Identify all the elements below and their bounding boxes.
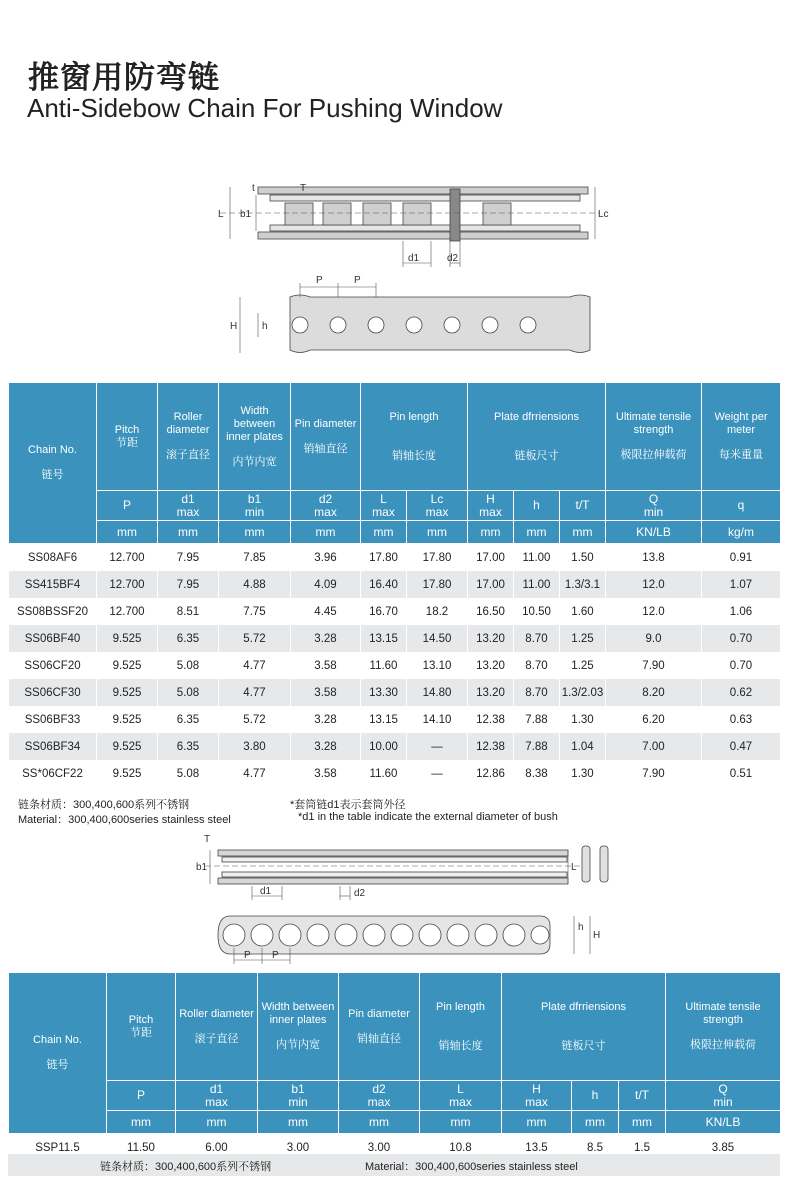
- value-cell: 1.3/2.03: [560, 679, 606, 706]
- value-cell: 6.00: [176, 1134, 258, 1162]
- table-row: [9, 571, 781, 598]
- value-cell: —: [407, 760, 468, 787]
- chain-no-cell: SS06CF30: [9, 679, 97, 706]
- value-cell: 0.70: [702, 625, 781, 652]
- dim-label-H: H: [230, 321, 238, 332]
- value-cell: 7.95: [158, 544, 219, 572]
- t2-unit-cell: mm: [339, 1111, 420, 1134]
- value-cell: 1.25: [560, 625, 606, 652]
- value-cell: 8.70: [514, 652, 560, 679]
- page-title-cn: 推窗用防弯链: [28, 60, 220, 96]
- side-pin-1: [292, 317, 308, 333]
- t2-col-header-pin-length: Pin length 销轴长度: [420, 973, 502, 1081]
- t2-symbol-row: [9, 1081, 781, 1111]
- value-cell: 17.00: [468, 571, 514, 598]
- value-cell: 13.8: [606, 544, 702, 572]
- top-plate-outer-upper: [258, 187, 588, 194]
- symbol-cell: d2 max: [291, 491, 361, 521]
- unit-cell: mm: [407, 521, 468, 544]
- chain-diagram-top: [200, 175, 620, 375]
- note-d1-en: *d1 in the table indicate the external diameter of bush: [298, 811, 558, 823]
- value-cell: 3.28: [291, 706, 361, 733]
- side2-roller-6: [363, 924, 385, 946]
- value-cell: 1.07: [702, 571, 781, 598]
- value-cell: 4.77: [219, 652, 291, 679]
- chain-diagram-bottom: [190, 830, 620, 970]
- symbol-cell: H max: [468, 491, 514, 521]
- value-cell: 1.60: [560, 598, 606, 625]
- table-row: [9, 652, 781, 679]
- col-header-plate: Plate dfrriensions 链板尺寸: [468, 383, 606, 491]
- value-cell: 10.00: [361, 733, 407, 760]
- symbol-cell: Lc max: [407, 491, 468, 521]
- value-cell: 5.72: [219, 625, 291, 652]
- value-cell: 10.8: [420, 1134, 502, 1162]
- t2-symbol-cell: H max: [502, 1081, 572, 1111]
- t2-col-header-pitch: Pitch 节距: [107, 973, 176, 1081]
- value-cell: 1.04: [560, 733, 606, 760]
- spec-table-2: [8, 972, 781, 1161]
- t2-col-header-width: Width between inner plates 内节内宽: [258, 973, 339, 1081]
- chain-no-cell: SS415BF4: [9, 571, 97, 598]
- t2-symbol-cell: b1 min: [258, 1081, 339, 1111]
- value-cell: 14.50: [407, 625, 468, 652]
- t2-symbol-cell: d2 max: [339, 1081, 420, 1111]
- side2-roller-11: [503, 924, 525, 946]
- value-cell: 0.47: [702, 733, 781, 760]
- chain-no-cell: SS06BF33: [9, 706, 97, 733]
- value-cell: 8.51: [158, 598, 219, 625]
- unit-cell: mm: [514, 521, 560, 544]
- table-row: [9, 598, 781, 625]
- roller-1: [285, 203, 313, 225]
- value-cell: 9.525: [97, 706, 158, 733]
- chain-diagram-bottom-svg: [190, 830, 620, 970]
- value-cell: 17.00: [468, 544, 514, 572]
- end-view-right: [600, 846, 608, 882]
- chain-no-cell: SS06BF40: [9, 625, 97, 652]
- table-row: [9, 544, 781, 572]
- t2-symbol-cell: h: [572, 1081, 619, 1111]
- value-cell: 13.15: [361, 625, 407, 652]
- dim-label-Lc: Lc: [598, 209, 609, 220]
- value-cell: 12.0: [606, 571, 702, 598]
- symbol-cell: b1 min: [219, 491, 291, 521]
- t2-col-header-plate: Plate dfrriensions 链板尺寸: [502, 973, 666, 1081]
- value-cell: 4.45: [291, 598, 361, 625]
- value-cell: 1.30: [560, 706, 606, 733]
- value-cell: 9.525: [97, 760, 158, 787]
- dim2-label-P1: P: [244, 950, 251, 961]
- value-cell: 9.525: [97, 652, 158, 679]
- value-cell: 1.06: [702, 598, 781, 625]
- end-view-left: [582, 846, 590, 882]
- value-cell: 11.00: [514, 544, 560, 572]
- dim2-label-d1: d1: [260, 886, 272, 897]
- symbol-row: [9, 491, 781, 521]
- value-cell: 7.85: [219, 544, 291, 572]
- side2-roller-4: [307, 924, 329, 946]
- value-cell: 12.86: [468, 760, 514, 787]
- note-material-en: Material：300,400,600series stainless steel: [18, 814, 231, 826]
- symbol-cell: L max: [361, 491, 407, 521]
- value-cell: 12.700: [97, 571, 158, 598]
- side2-roller-3: [279, 924, 301, 946]
- value-cell: 13.20: [468, 652, 514, 679]
- value-cell: 17.80: [407, 571, 468, 598]
- value-cell: 8.70: [514, 679, 560, 706]
- symbol-cell: q: [702, 491, 781, 521]
- side-pin-7: [520, 317, 536, 333]
- col-header-weight: Weight per meter 每米重量: [702, 383, 781, 491]
- dim-label-h: h: [262, 321, 268, 332]
- value-cell: 17.80: [407, 544, 468, 572]
- value-cell: 12.38: [468, 706, 514, 733]
- value-cell: 14.10: [407, 706, 468, 733]
- dim2-label-H: H: [593, 930, 601, 941]
- dim2-label-b1: b1: [196, 862, 208, 873]
- side2-roller-7: [391, 924, 413, 946]
- dim-label-P1: P: [316, 275, 323, 286]
- dim-label-T: T: [300, 183, 307, 194]
- value-cell: 16.70: [361, 598, 407, 625]
- value-cell: 3.58: [291, 760, 361, 787]
- chain-no-cell: SS08AF6: [9, 544, 97, 572]
- roller-4: [403, 203, 431, 225]
- roller-5: [483, 203, 511, 225]
- chain-no-cell: SS*06CF22: [9, 760, 97, 787]
- t2-symbol-cell: d1 max: [176, 1081, 258, 1111]
- value-cell: 5.08: [158, 679, 219, 706]
- value-cell: 0.51: [702, 760, 781, 787]
- side2-roller-1: [223, 924, 245, 946]
- t2-symbol-cell: Q min: [666, 1081, 781, 1111]
- t2-unit-cell: mm: [502, 1111, 572, 1134]
- dim-label-P2: P: [354, 275, 361, 286]
- value-cell: —: [407, 733, 468, 760]
- value-cell: 5.08: [158, 652, 219, 679]
- dim2-label-T: T: [204, 834, 211, 845]
- value-cell: 1.5: [619, 1134, 666, 1162]
- note-d1-cn: *套筒链d1表示套筒外径: [290, 799, 406, 811]
- value-cell: 0.91: [702, 544, 781, 572]
- side2-roller-2: [251, 924, 273, 946]
- chain-no-cell: SSP11.5: [9, 1134, 107, 1162]
- t2-unit-row: [9, 1111, 781, 1134]
- unit-cell: mm: [158, 521, 219, 544]
- value-cell: 3.58: [291, 652, 361, 679]
- symbol-cell: Q min: [606, 491, 702, 521]
- value-cell: 6.35: [158, 733, 219, 760]
- value-cell: 7.88: [514, 733, 560, 760]
- value-cell: 7.95: [158, 571, 219, 598]
- spec-table-1: [8, 382, 781, 787]
- symbol-cell: t/T: [560, 491, 606, 521]
- col-header-pin-length: Pin length 销轴长度: [361, 383, 468, 491]
- unit-cell: mm: [97, 521, 158, 544]
- value-cell: 13.5: [502, 1134, 572, 1162]
- value-cell: 3.28: [291, 625, 361, 652]
- value-cell: 1.25: [560, 652, 606, 679]
- table-row: [9, 733, 781, 760]
- note-material-cn: 链条材质：300,400,600系列不锈钢: [18, 799, 190, 811]
- t2-unit-cell: mm: [107, 1111, 176, 1134]
- t2-unit-cell: mm: [258, 1111, 339, 1134]
- unit-cell: mm: [361, 521, 407, 544]
- roller-2: [323, 203, 351, 225]
- value-cell: 1.30: [560, 760, 606, 787]
- unit-cell: kg/m: [702, 521, 781, 544]
- unit-cell: mm: [560, 521, 606, 544]
- col-header-roller: Roller diameter 滚子直径: [158, 383, 219, 491]
- value-cell: 0.62: [702, 679, 781, 706]
- t2-symbol-cell: L max: [420, 1081, 502, 1111]
- value-cell: 11.60: [361, 760, 407, 787]
- t2-symbol-cell: P: [107, 1081, 176, 1111]
- value-cell: 13.15: [361, 706, 407, 733]
- chain-diagram-top-svg: [200, 175, 620, 375]
- dim2-label-L: L: [571, 862, 577, 873]
- value-cell: 13.30: [361, 679, 407, 706]
- chain-no-cell: SS06CF20: [9, 652, 97, 679]
- unit-cell: mm: [468, 521, 514, 544]
- value-cell: 17.80: [361, 544, 407, 572]
- footer-material-cn: 链条材质：300,400,600系列不锈钢: [100, 1161, 272, 1173]
- value-cell: 13.10: [407, 652, 468, 679]
- spec-table-1-body: [9, 544, 781, 788]
- t2-col-header-pin: Pin diameter 销轴直径: [339, 973, 420, 1081]
- top-plate-outer-lower: [258, 232, 588, 239]
- unit-row: [9, 521, 781, 544]
- side2-roller-12: [531, 926, 549, 944]
- col-header-uts: Ultimate tensile strength 极限拉伸载荷: [606, 383, 702, 491]
- dim2-label-P2: P: [272, 950, 279, 961]
- footer-material-en: Material：300,400,600series stainless steel: [365, 1161, 578, 1173]
- value-cell: 6.35: [158, 706, 219, 733]
- value-cell: 0.70: [702, 652, 781, 679]
- value-cell: 7.90: [606, 652, 702, 679]
- symbol-cell: P: [97, 491, 158, 521]
- value-cell: 3.00: [339, 1134, 420, 1162]
- col-header-pitch: Pitch 节距: [97, 383, 158, 491]
- col-header-pin: Pin diameter 销轴直径: [291, 383, 361, 491]
- side2-roller-8: [419, 924, 441, 946]
- value-cell: 3.96: [291, 544, 361, 572]
- table-row: [9, 625, 781, 652]
- value-cell: 3.28: [291, 733, 361, 760]
- value-cell: 13.20: [468, 625, 514, 652]
- value-cell: 9.525: [97, 625, 158, 652]
- roller-3: [363, 203, 391, 225]
- page-title-en: Anti-Sidebow Chain For Pushing Window: [27, 93, 503, 123]
- value-cell: 5.08: [158, 760, 219, 787]
- value-cell: 4.77: [219, 679, 291, 706]
- value-cell: 12.700: [97, 598, 158, 625]
- dim-label-d1: d1: [408, 253, 420, 264]
- pin-section: [450, 189, 460, 241]
- value-cell: 1.50: [560, 544, 606, 572]
- value-cell: 16.50: [468, 598, 514, 625]
- chain-no-cell: SS06BF34: [9, 733, 97, 760]
- value-cell: 1.3/3.1: [560, 571, 606, 598]
- t2-unit-cell: mm: [572, 1111, 619, 1134]
- dim-label-b1: b1: [240, 209, 252, 220]
- t2-col-header-roller: Roller diameter 滚子直径: [176, 973, 258, 1081]
- dim2-label-d2: d2: [354, 888, 366, 899]
- value-cell: 7.88: [514, 706, 560, 733]
- symbol-cell: h: [514, 491, 560, 521]
- col-header-chain-no: Chain No. 链号: [9, 383, 97, 544]
- value-cell: 3.58: [291, 679, 361, 706]
- value-cell: 9.525: [97, 679, 158, 706]
- value-cell: 7.00: [606, 733, 702, 760]
- value-cell: 8.38: [514, 760, 560, 787]
- side-pin-5: [444, 317, 460, 333]
- side-pin-6: [482, 317, 498, 333]
- value-cell: 14.80: [407, 679, 468, 706]
- side2-roller-10: [475, 924, 497, 946]
- value-cell: 11.50: [107, 1134, 176, 1162]
- value-cell: 10.50: [514, 598, 560, 625]
- table-row: [9, 706, 781, 733]
- table-row: [9, 679, 781, 706]
- value-cell: 12.700: [97, 544, 158, 572]
- side2-roller-9: [447, 924, 469, 946]
- t2-symbol-cell: t/T: [619, 1081, 666, 1111]
- t2-unit-cell: mm: [176, 1111, 258, 1134]
- value-cell: 12.38: [468, 733, 514, 760]
- side2-roller-5: [335, 924, 357, 946]
- chain-no-cell: SS08BSSF20: [9, 598, 97, 625]
- side-pin-2: [330, 317, 346, 333]
- t2-col-header-uts: Ultimate tensile strength 极限拉伸载荷: [666, 973, 781, 1081]
- value-cell: 8.20: [606, 679, 702, 706]
- dim-label-t: t: [252, 183, 255, 194]
- value-cell: 7.90: [606, 760, 702, 787]
- symbol-cell: d1 max: [158, 491, 219, 521]
- value-cell: 18.2: [407, 598, 468, 625]
- value-cell: 7.75: [219, 598, 291, 625]
- dim2-label-h: h: [578, 922, 584, 933]
- value-cell: 9.525: [97, 733, 158, 760]
- value-cell: 6.20: [606, 706, 702, 733]
- unit-cell: mm: [219, 521, 291, 544]
- dim-label-d2: d2: [447, 253, 459, 264]
- value-cell: 4.09: [291, 571, 361, 598]
- side-pin-3: [368, 317, 384, 333]
- value-cell: 3.85: [666, 1134, 781, 1162]
- value-cell: 8.70: [514, 625, 560, 652]
- t2-unit-cell: KN/LB: [666, 1111, 781, 1134]
- dim-label-L: L: [218, 209, 224, 220]
- value-cell: 11.60: [361, 652, 407, 679]
- unit-cell: KN/LB: [606, 521, 702, 544]
- value-cell: 8.5: [572, 1134, 619, 1162]
- t2-col-header-chain-no: Chain No. 链号: [9, 973, 107, 1134]
- unit-cell: mm: [291, 521, 361, 544]
- value-cell: 3.00: [258, 1134, 339, 1162]
- value-cell: 4.77: [219, 760, 291, 787]
- value-cell: 3.80: [219, 733, 291, 760]
- t2-unit-cell: mm: [420, 1111, 502, 1134]
- value-cell: 12.0: [606, 598, 702, 625]
- value-cell: 9.0: [606, 625, 702, 652]
- value-cell: 5.72: [219, 706, 291, 733]
- table-row: [9, 760, 781, 787]
- value-cell: 11.00: [514, 571, 560, 598]
- col-header-width: Width between inner plates 内节内宽: [219, 383, 291, 491]
- value-cell: 4.88: [219, 571, 291, 598]
- value-cell: 16.40: [361, 571, 407, 598]
- value-cell: 0.63: [702, 706, 781, 733]
- value-cell: 13.20: [468, 679, 514, 706]
- value-cell: 6.35: [158, 625, 219, 652]
- side-pin-4: [406, 317, 422, 333]
- t2-unit-cell: mm: [619, 1111, 666, 1134]
